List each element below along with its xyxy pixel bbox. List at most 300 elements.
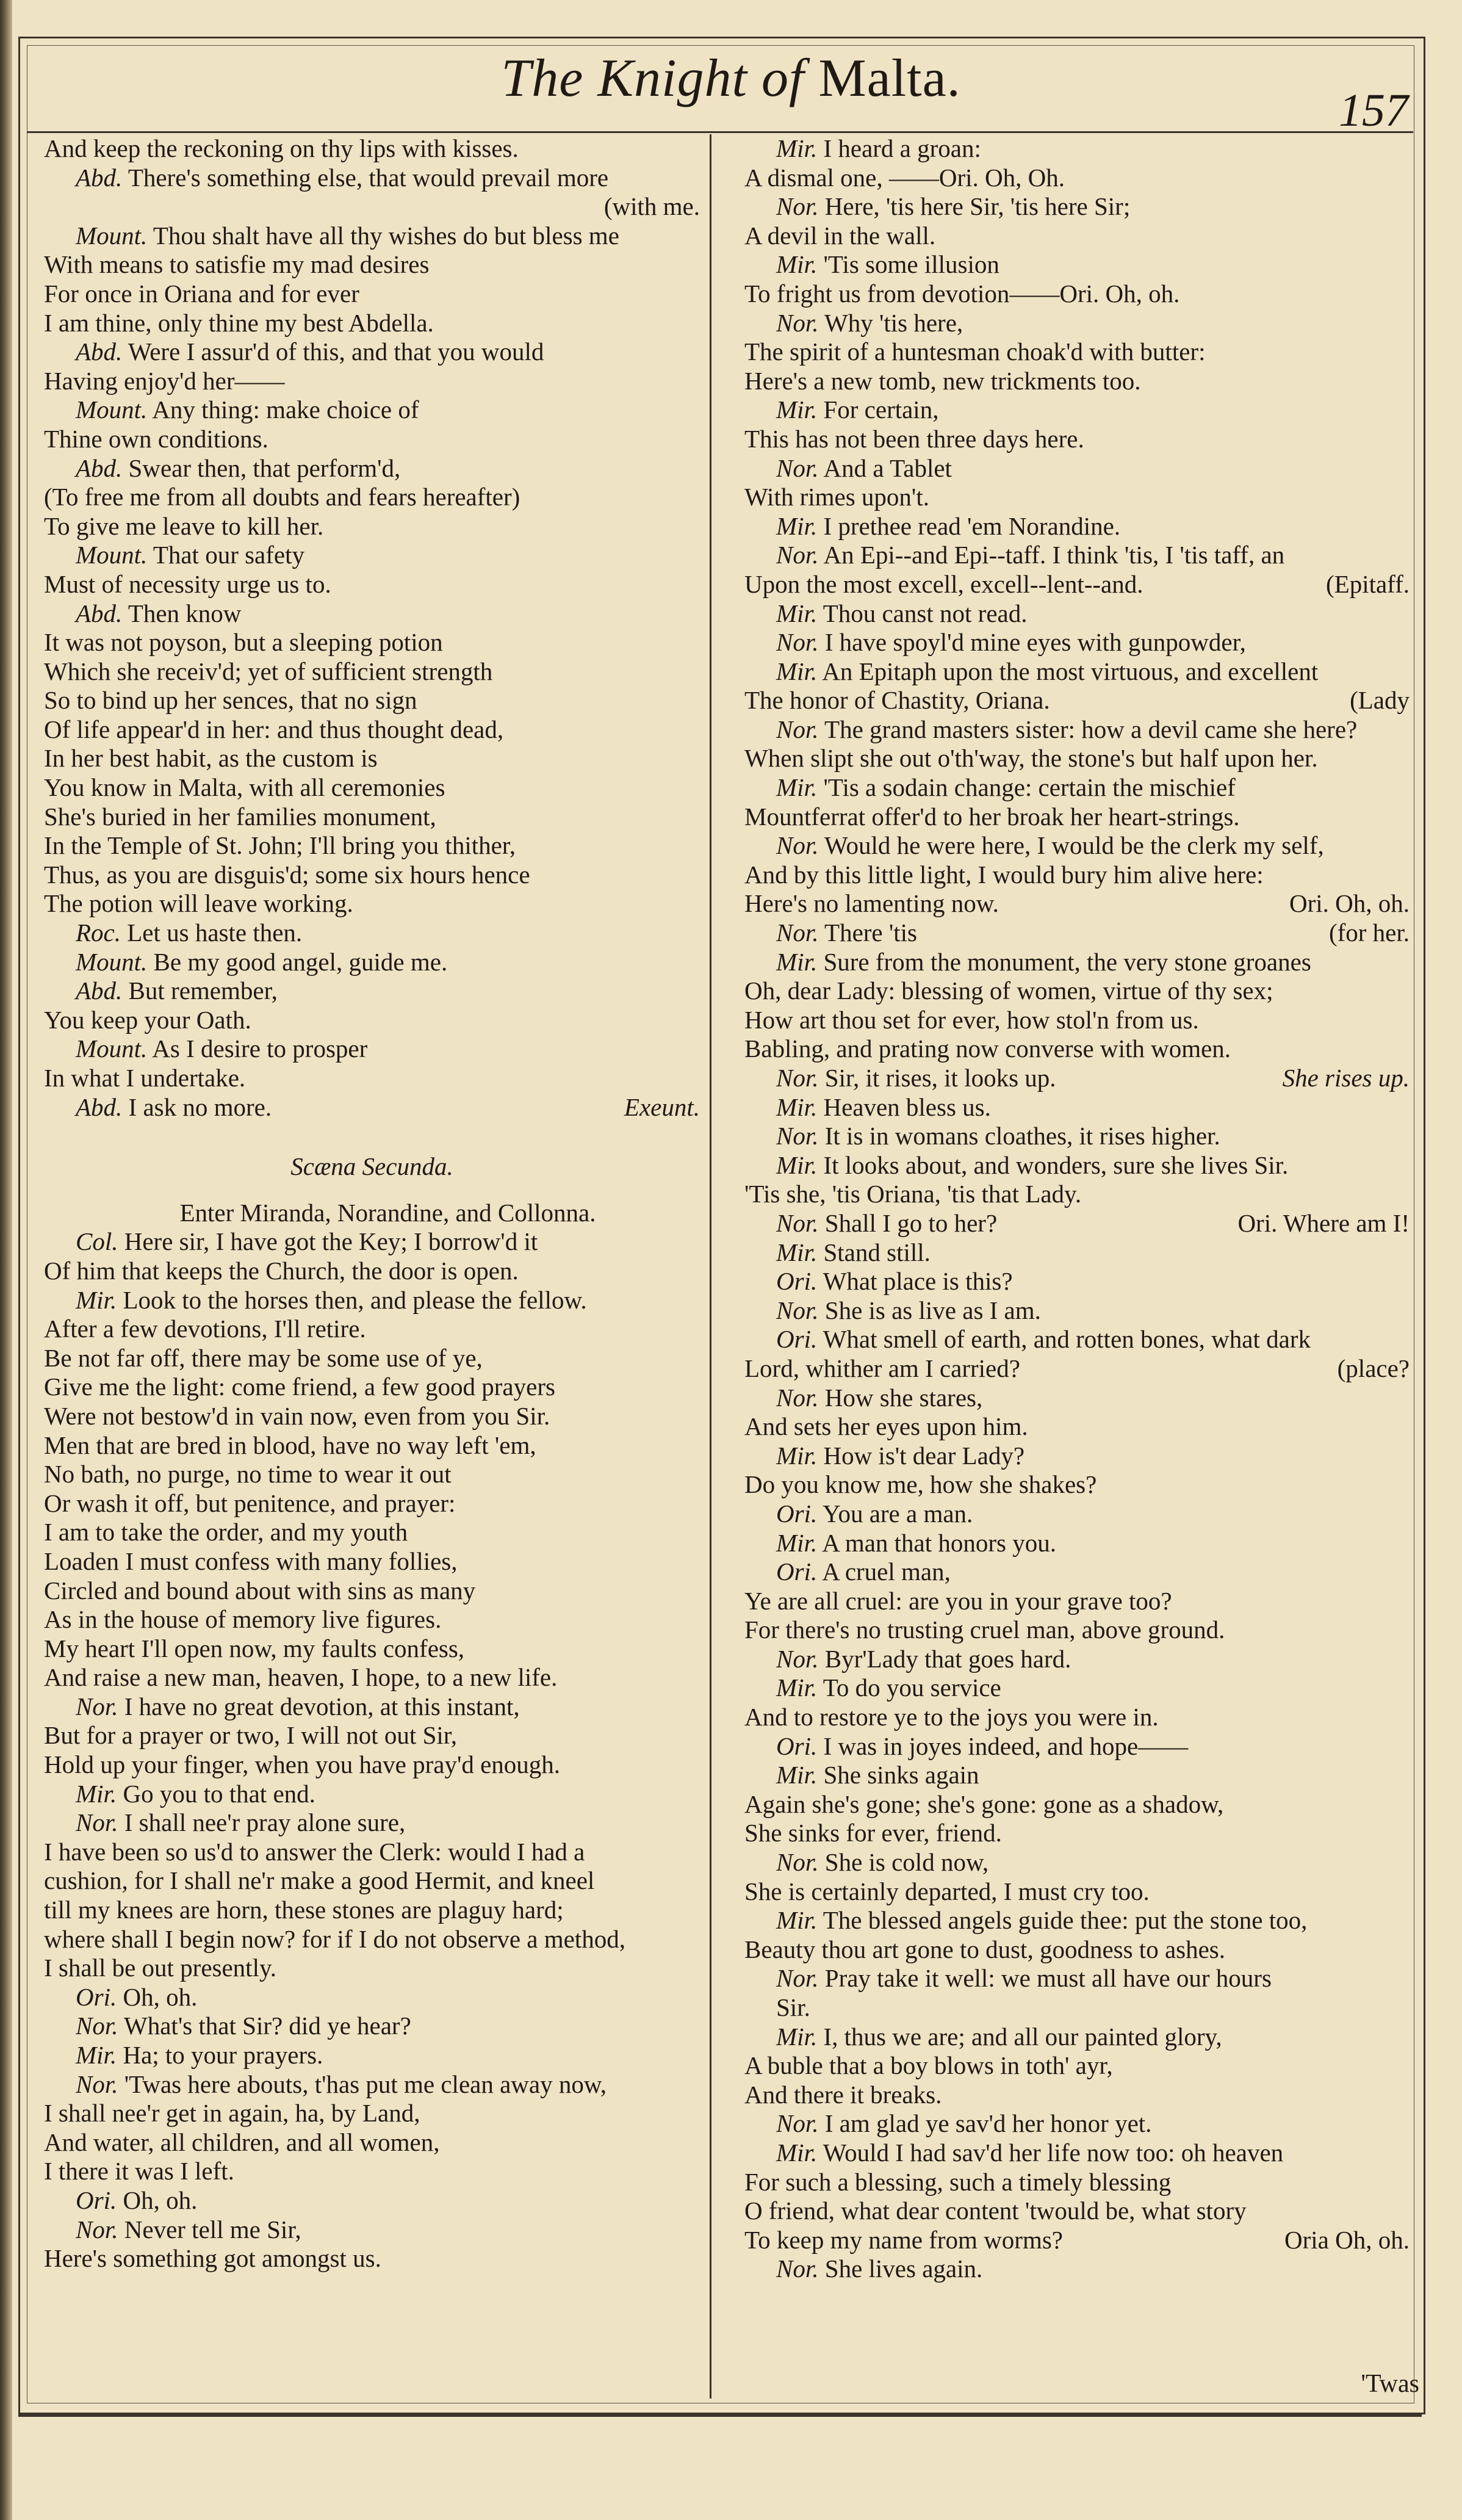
line-text: And keep the reckoning on thy lips with kisses.	[44, 134, 519, 162]
speaker-name: Nor.	[776, 1208, 819, 1237]
line-text: In what I undertake.	[44, 1064, 246, 1092]
verse-line	[744, 164, 1410, 193]
header-rule	[27, 131, 1413, 133]
verse-line	[744, 1935, 1410, 1965]
verse-line	[744, 395, 1410, 425]
speaker-name: Mount.	[76, 1034, 148, 1063]
line-text: O friend, what dear content 'twould be, what story	[744, 2197, 1247, 2225]
verse-line	[744, 977, 1410, 1006]
verse-line	[744, 425, 1410, 454]
line-text: She is cold now,	[824, 1848, 989, 1877]
line-text: With rimes upon't.	[744, 483, 929, 511]
verse-line	[44, 2157, 700, 2186]
line-text: And to restore ye to the joys you were in.	[744, 1703, 1159, 1731]
verse-line	[44, 715, 700, 745]
line-text: Here, 'tis here Sir, 'tis here Sir;	[824, 192, 1131, 221]
line-text: Sir.	[776, 1993, 810, 2021]
right-aligned-text: (for her.	[1328, 919, 1410, 947]
verse-line	[44, 919, 700, 948]
verse-line	[744, 1993, 1410, 2023]
speaker-name: Nor.	[776, 2109, 819, 2138]
line-text: Swear then, that perform'd,	[128, 453, 401, 482]
speaker-name: Nor.	[776, 192, 819, 221]
line-text: For such a blessing, such a timely blessing	[744, 2167, 1172, 2196]
verse-line	[44, 831, 700, 861]
speaker-name: Nor.	[76, 2070, 118, 2098]
line-text: 'Tis she, 'tis Oriana, 'tis that Lady.	[744, 1180, 1082, 1208]
verse-line	[744, 1790, 1410, 1819]
line-text: Thou canst not read.	[823, 599, 1028, 627]
verse-line	[744, 1673, 1410, 1703]
line-text: I prethee read 'em Norandine.	[823, 511, 1121, 540]
line-text: To do you service	[823, 1673, 1001, 1702]
line-text: As in the house of memory live figures.	[44, 1605, 442, 1634]
line-text: And sets her eyes upon him.	[744, 1412, 1028, 1441]
right-aligned-text: Oria Oh, oh.	[1284, 2225, 1410, 2254]
verse-line	[44, 1286, 700, 1315]
verse-line	[744, 1587, 1410, 1616]
verse-line	[44, 2244, 700, 2273]
speaker-name: Nor.	[776, 541, 819, 569]
verse-line	[744, 1034, 1410, 1064]
right-aligned-text: Ori. Where am I!	[1237, 1208, 1410, 1237]
verse-line	[44, 1373, 700, 1402]
speaker-name: Mir.	[776, 1906, 818, 1935]
scene-heading	[44, 1152, 700, 1182]
verse-line	[44, 425, 700, 454]
line-text: Then know	[128, 599, 242, 627]
verse-line	[744, 512, 1410, 541]
verse-line	[744, 1122, 1410, 1151]
verse-line	[44, 803, 700, 832]
verse-line	[744, 454, 1410, 483]
line-text: She is certainly departed, I must cry too.	[744, 1877, 1150, 1905]
line-text: To give me leave to kill her.	[44, 511, 324, 540]
line-text: Here's a new tomb, new trickments too.	[744, 366, 1141, 395]
line-text: Circled and bound about with sins as many	[44, 1576, 476, 1605]
speaker-name: Ori.	[776, 1325, 818, 1354]
speaker-name: Nor.	[76, 1808, 118, 1837]
line-text: Would I had sav'd her life now too: oh heaven	[823, 2138, 1284, 2167]
verse-line	[44, 1431, 700, 1460]
verse-line	[744, 686, 1410, 715]
speaker-name: Mount.	[76, 947, 148, 976]
verse-line	[744, 1384, 1410, 1413]
verse-line	[744, 134, 1410, 164]
speaker-name: Mir.	[776, 1238, 818, 1266]
verse-line	[744, 1761, 1410, 1790]
running-title	[0, 48, 1462, 109]
verse-line	[744, 2139, 1410, 2168]
line-text: Oh, dear Lady: blessing of women, virtue of thy sex;	[744, 977, 1273, 1005]
verse-line	[44, 1547, 700, 1576]
line-text: Hold up your finger, when you have pray'd enough.	[44, 1750, 561, 1779]
speaker-name: Nor.	[776, 1848, 819, 1877]
line-text: I am glad ye sav'd her honor yet.	[824, 2109, 1152, 2138]
verse-line	[44, 2099, 700, 2128]
verse-line	[44, 541, 700, 570]
verse-line	[744, 1616, 1410, 1645]
verse-line	[744, 1296, 1410, 1326]
verse-line	[44, 280, 700, 309]
line-text: Of life appear'd in her: and thus thought dead,	[44, 715, 504, 743]
line-text: The spirit of a huntesman choak'd with butter:	[744, 338, 1206, 366]
line-text: How is't dear Lady?	[823, 1441, 1025, 1470]
verse-line	[744, 1964, 1410, 1993]
speaker-name: Nor.	[776, 1064, 819, 1092]
page-number: 157	[1339, 85, 1408, 136]
speaker-name: Nor.	[776, 2255, 819, 2283]
speaker-name: Col.	[76, 1227, 118, 1256]
verse-line	[744, 2023, 1410, 2052]
line-text: Shall I go to her?	[824, 1208, 998, 1237]
line-text: She sinks for ever, friend.	[744, 1819, 1002, 1847]
verse-line	[44, 1605, 700, 1634]
speaker-name: Mount.	[76, 221, 148, 250]
line-text: In the Temple of St. John; I'll bring you thither,	[44, 831, 516, 860]
line-text: Which she receiv'd; yet of sufficient strength	[44, 657, 493, 685]
line-text: Why 'tis here,	[824, 308, 963, 337]
line-text: Upon the most excell, excell--lent--and.	[744, 569, 1143, 598]
line-text: I ask no more.	[128, 1092, 272, 1121]
line-text: She sinks again	[823, 1761, 979, 1789]
verse-line	[744, 570, 1410, 599]
verse-line	[44, 309, 700, 338]
verse-line	[44, 1750, 700, 1780]
line-text: Were I assur'd of this, and that you would	[128, 338, 544, 366]
verse-line	[744, 657, 1410, 687]
speaker-name: Mir.	[776, 511, 818, 540]
running-title-italic: The Knight of	[501, 49, 805, 108]
verse-line	[744, 1354, 1410, 1384]
speaker-name: Mir.	[776, 657, 818, 685]
speaker-name: Nor.	[776, 1964, 819, 1993]
line-text: But for a prayer or two, I will not out Sir,	[44, 1721, 458, 1750]
verse-line	[744, 803, 1410, 832]
line-text: 'Twas here abouts, t'has put me clean away now,	[124, 2070, 607, 2098]
verse-line	[44, 1460, 700, 1489]
speaker-name: Nor.	[76, 1692, 118, 1720]
speaker-name: Mir.	[776, 1673, 818, 1702]
line-text: After a few devotions, I'll retire.	[44, 1315, 366, 1343]
line-text: A cruel man,	[822, 1558, 951, 1586]
right-text-column	[744, 134, 1410, 2284]
line-text: where shall I begin now? for if I do not observe a method,	[44, 1924, 625, 1953]
speaker-name: Nor.	[776, 831, 819, 860]
line-text: And by this little light, I would bury him alive here:	[744, 860, 1264, 889]
verse-line	[744, 1819, 1410, 1848]
verse-line	[744, 744, 1410, 773]
verse-line	[44, 657, 700, 687]
speaker-name: Roc.	[76, 919, 121, 947]
verse-line	[744, 2168, 1410, 2197]
line-text: She's buried in her families monument,	[44, 802, 436, 831]
line-text: The honor of Chastity, Oriana.	[744, 686, 1050, 715]
line-text: Let us haste then.	[127, 919, 303, 947]
speaker-name: Mir.	[776, 2022, 818, 2051]
verse-line	[44, 1983, 700, 2012]
verse-line	[44, 1518, 700, 1547]
verse-line	[44, 1199, 700, 1228]
line-text: I heard a groan:	[823, 134, 981, 162]
speaker-name: Abd.	[76, 338, 123, 366]
line-text: There's something else, that would prevail more	[128, 163, 609, 192]
running-title-roman: Malta.	[818, 49, 961, 108]
verse-line	[44, 744, 700, 773]
verse-line	[44, 1257, 700, 1286]
line-text: For certain,	[823, 395, 939, 424]
line-text: This has not been three days here.	[744, 424, 1084, 453]
book-gutter-shadow	[0, 0, 12, 2520]
speaker-name: Ori.	[76, 1982, 117, 2011]
left-text-column	[44, 134, 700, 2273]
verse-line	[744, 1470, 1410, 1500]
line-text: With means to satisfie my mad desires	[44, 250, 430, 279]
line-text: How she stares,	[824, 1383, 983, 1412]
line-text: I there it was I left.	[44, 2157, 234, 2186]
verse-line	[744, 831, 1410, 861]
verse-line	[44, 1489, 700, 1518]
line-text: I shall be out presently.	[44, 1954, 277, 1982]
speaker-name: Mir.	[76, 1285, 117, 1314]
speaker-name: Mir.	[76, 1779, 117, 1808]
line-text: Give me the light: come friend, a few good prayers	[44, 1373, 555, 1401]
speaker-name: Nor.	[776, 308, 819, 337]
line-text: A devil in the wall.	[744, 221, 936, 250]
line-text: 'Tis a sodain change: certain the mischief	[823, 773, 1236, 802]
verse-line	[744, 250, 1410, 280]
line-text: And a Tablet	[823, 453, 952, 482]
speaker-name: Abd.	[76, 599, 123, 627]
right-aligned-text: Exeunt.	[624, 1092, 700, 1121]
verse-line	[44, 599, 700, 629]
speaker-name: Nor.	[776, 1383, 819, 1412]
verse-line	[744, 861, 1410, 890]
speaker-name: Abd.	[76, 1092, 123, 1121]
right-aligned-text: She rises up.	[1282, 1064, 1410, 1092]
line-text: Stand still.	[823, 1238, 931, 1266]
right-aligned-text: (place?	[1337, 1354, 1410, 1382]
line-text: The potion will leave working.	[44, 889, 353, 918]
line-text: Were not bestow'd in vain now, even from you Sir.	[44, 1401, 550, 1430]
verse-line	[744, 2051, 1410, 2081]
speaker-name: Mir.	[776, 134, 818, 162]
verse-line	[44, 2012, 700, 2041]
line-text: No bath, no purge, no time to wear it out	[44, 1460, 452, 1489]
line-text: The blessed angels guide thee: put the stone too,	[823, 1906, 1308, 1935]
verse-line	[44, 1315, 700, 1344]
line-text: Enter Miranda, Norandine, and Collonna.	[179, 1198, 596, 1227]
line-text: till my knees are horn, these stones are plaguy hard;	[44, 1896, 564, 1924]
line-text: I am to take the order, and my youth	[44, 1518, 408, 1547]
verse-line	[744, 1645, 1410, 1674]
line-text: Never tell me Sir,	[124, 2215, 301, 2244]
verse-line	[744, 599, 1410, 629]
line-text: In her best habit, as the custom is	[44, 744, 378, 773]
verse-line	[744, 1006, 1410, 1035]
line-text: And raise a new man, heaven, I hope, to a new life.	[44, 1663, 558, 1692]
speaker-name: Nor.	[776, 1644, 819, 1673]
verse-line	[44, 1896, 700, 1925]
line-text: It was not poyson, but a sleeping potion	[44, 628, 443, 657]
verse-line	[44, 1344, 700, 1373]
line-text: Mountferrat offer'd to her broak her heart-strings.	[744, 802, 1240, 831]
verse-line	[44, 1634, 700, 1664]
line-text: Any thing: make choice of	[152, 395, 419, 424]
line-text: I shall nee'r get in again, ha, by Land,	[44, 2099, 420, 2128]
verse-line	[44, 686, 700, 715]
line-text: That our safety	[153, 541, 304, 569]
line-text: I was in joyes indeed, and hope——	[823, 1731, 1189, 1760]
line-text: Thou shalt have all thy wishes do but bless me	[153, 221, 619, 250]
speaker-name: Mir.	[76, 2041, 117, 2069]
line-text: cushion, for I shall ne'r make a good Hermit, and kneel	[44, 1866, 595, 1895]
right-aligned-text: (Epitaff.	[1326, 569, 1410, 598]
verse-line	[44, 338, 700, 367]
speaker-name: Nor.	[776, 715, 819, 743]
speaker-name: Ori.	[776, 1558, 818, 1586]
line-text: Sure from the monument, the very stone groanes	[823, 947, 1311, 976]
verse-line	[744, 280, 1410, 309]
line-text: You are a man.	[822, 1499, 973, 1528]
bottom-rule	[18, 2414, 1422, 2417]
verse-line	[744, 948, 1410, 977]
speaker-name: Mount.	[76, 395, 148, 424]
verse-line	[744, 889, 1410, 919]
speaker-name: Mir.	[776, 250, 818, 279]
line-text: Oh, oh.	[123, 2186, 198, 2214]
line-text: It looks about, and wonders, sure she lives Sir.	[823, 1150, 1289, 1179]
speaker-name: Ori.	[776, 1499, 818, 1528]
line-text: For once in Oriana and for ever	[44, 279, 359, 308]
verse-line	[744, 1877, 1410, 1907]
line-text: Oh, oh.	[123, 1982, 198, 2011]
line-text: Beauty thou art gone to dust, goodness to ashes.	[744, 1935, 1226, 1963]
line-text: Be not far off, there may be some use of ye,	[44, 1343, 483, 1372]
line-text: 'Tis some illusion	[823, 250, 999, 279]
line-text: Ye are all cruel: are you in your grave too?	[744, 1586, 1172, 1615]
speaker-name: Abd.	[76, 163, 123, 192]
line-text: Do you know me, how she shakes?	[744, 1470, 1097, 1499]
verse-line	[44, 1576, 700, 1606]
verse-line	[744, 1238, 1410, 1268]
verse-line	[44, 628, 700, 657]
verse-line	[744, 1064, 1410, 1093]
line-text: Sir, it rises, it looks up.	[824, 1064, 1056, 1092]
line-text: What place is this?	[823, 1267, 1013, 1296]
verse-line	[44, 2041, 700, 2070]
column-divider	[710, 134, 711, 2399]
speaker-name: Abd.	[76, 453, 123, 482]
line-text: Loaden I must confess with many follies,	[44, 1547, 458, 1575]
verse-line	[744, 2109, 1410, 2139]
verse-line	[44, 134, 700, 164]
speaker-name: Nor.	[776, 628, 819, 657]
verse-line	[44, 1402, 700, 1431]
verse-line	[44, 395, 700, 425]
speaker-name: Nor.	[776, 919, 819, 947]
speaker-name: Mir.	[776, 599, 818, 627]
speaker-name: Abd.	[76, 977, 123, 1005]
verse-line	[744, 1180, 1410, 1209]
speaker-name: Nor.	[76, 2215, 118, 2244]
verse-line	[44, 1866, 700, 1896]
speaker-name: Mir.	[776, 947, 818, 976]
verse-line	[744, 1412, 1410, 1442]
verse-line	[44, 2070, 700, 2099]
line-text: But remember,	[128, 977, 278, 1005]
line-text: Here's something got amongst us.	[44, 2244, 381, 2273]
speaker-name: Mir.	[776, 395, 818, 424]
verse-line	[44, 977, 700, 1006]
speaker-name: Mir.	[776, 2138, 818, 2167]
speaker-name: Nor.	[76, 2012, 118, 2040]
speaker-name: Mir.	[776, 1761, 818, 1789]
verse-line	[744, 2081, 1410, 2110]
verse-line	[744, 1558, 1410, 1587]
verse-line	[44, 1808, 700, 1838]
verse-line	[744, 2226, 1410, 2255]
verse-line	[744, 919, 1410, 948]
verse-line	[44, 2215, 700, 2245]
line-text: (To free me from all doubts and fears hereafter)	[44, 483, 520, 511]
speaker-name: Ori.	[776, 1267, 818, 1296]
speaker-name: Mir.	[776, 773, 818, 802]
verse-line	[44, 1064, 700, 1093]
line-text: Babling, and prating now converse with women.	[744, 1034, 1231, 1063]
line-text: To keep my name from worms?	[744, 2225, 1064, 2254]
line-text: Ha; to your prayers.	[123, 2041, 323, 2069]
line-text: Thine own conditions.	[44, 424, 268, 453]
verse-line	[744, 773, 1410, 803]
verse-line	[744, 1325, 1410, 1354]
verse-line	[744, 338, 1410, 367]
verse-line	[744, 715, 1410, 745]
line-text: What smell of earth, and rotten bones, what dark	[823, 1325, 1311, 1354]
line-text: Byr'Lady that goes hard.	[824, 1644, 1071, 1673]
line-text: Here sir, I have got the Key; I borrow'd it	[124, 1227, 538, 1256]
line-text: Pray take it well: we must all have our hours	[824, 1964, 1272, 1993]
speaker-name: Nor.	[776, 453, 819, 482]
line-text: When slipt she out o'th'way, the stone's but half upon her.	[744, 744, 1318, 773]
verse-line	[44, 1721, 700, 1750]
verse-line	[44, 861, 700, 890]
line-text: I have been so us'd to answer the Clerk: would I had a	[44, 1837, 585, 1866]
line-text: It is in womans cloathes, it rises higher.	[824, 1122, 1220, 1150]
verse-line	[44, 773, 700, 803]
line-text: As I desire to prosper	[152, 1034, 368, 1063]
verse-line	[744, 483, 1410, 512]
verse-line	[744, 1093, 1410, 1122]
verse-line	[44, 483, 700, 512]
verse-line	[744, 628, 1410, 657]
line-text: A dismal one, ——Ori. Oh, Oh.	[744, 163, 1065, 192]
verse-line	[744, 367, 1410, 396]
verse-line	[744, 222, 1410, 251]
verse-line	[44, 1227, 700, 1257]
speaker-name: Ori.	[76, 2186, 117, 2214]
line-text: She lives again.	[824, 2255, 983, 2283]
line-text: I, thus we are; and all our painted glory,	[823, 2022, 1222, 2051]
speaker-name: Nor.	[776, 1296, 819, 1324]
verse-line	[44, 1663, 700, 1692]
verse-line	[744, 1906, 1410, 1935]
verse-line	[44, 948, 700, 977]
line-text: Be my good angel, guide me.	[153, 947, 448, 976]
verse-line	[44, 570, 700, 599]
verse-line	[744, 1703, 1410, 1732]
line-text: Go you to that end.	[123, 1779, 315, 1808]
